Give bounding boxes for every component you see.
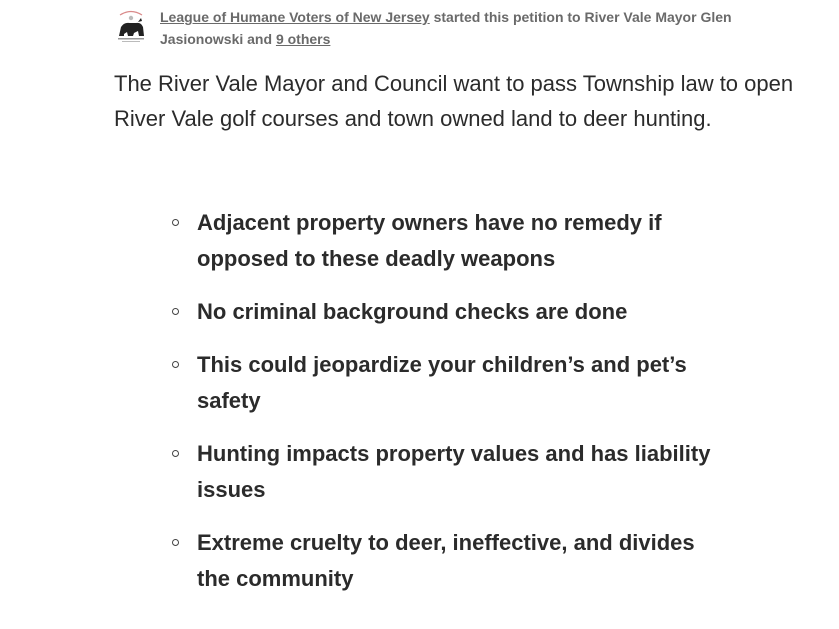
starter-text bbox=[160, 6, 814, 50]
list-item bbox=[170, 525, 730, 597]
list-item-text: Hunting impacts property values and has liability issues bbox=[197, 441, 711, 502]
list-item bbox=[170, 436, 730, 508]
petition-starter bbox=[114, 6, 814, 50]
list-item-text: No criminal background checks are done bbox=[197, 299, 628, 324]
list-item-text: This could jeopardize your children’s and pet’s safety bbox=[197, 352, 687, 413]
petition-intro: The River Vale Mayor and Council want to pass Township law to open River Vale golf courses and town owned land to deer hunting. bbox=[114, 71, 794, 131]
list-item bbox=[170, 205, 730, 277]
list-item bbox=[170, 347, 730, 419]
circle-bullet-icon bbox=[172, 361, 179, 368]
circle-bullet-icon bbox=[172, 308, 179, 315]
others-link[interactable]: 9 others bbox=[275, 31, 331, 47]
list-item-text: Extreme cruelty to deer, ineffective, and divides the community bbox=[197, 530, 695, 591]
list-item bbox=[170, 294, 730, 330]
starter-middle-text: started this petition to River Vale Mayor Glen Jasionowski and bbox=[160, 9, 732, 47]
circle-bullet-icon bbox=[172, 219, 179, 226]
circle-bullet-icon bbox=[172, 539, 179, 546]
circle-bullet-icon bbox=[172, 450, 179, 457]
organization-link[interactable]: League of Humane Voters of New Jersey bbox=[160, 9, 430, 25]
list-item-text: Adjacent property owners have no remedy if opposed to these deadly weapons bbox=[197, 210, 662, 271]
petition-points-list bbox=[170, 205, 730, 614]
organization-logo-icon[interactable] bbox=[114, 8, 148, 46]
